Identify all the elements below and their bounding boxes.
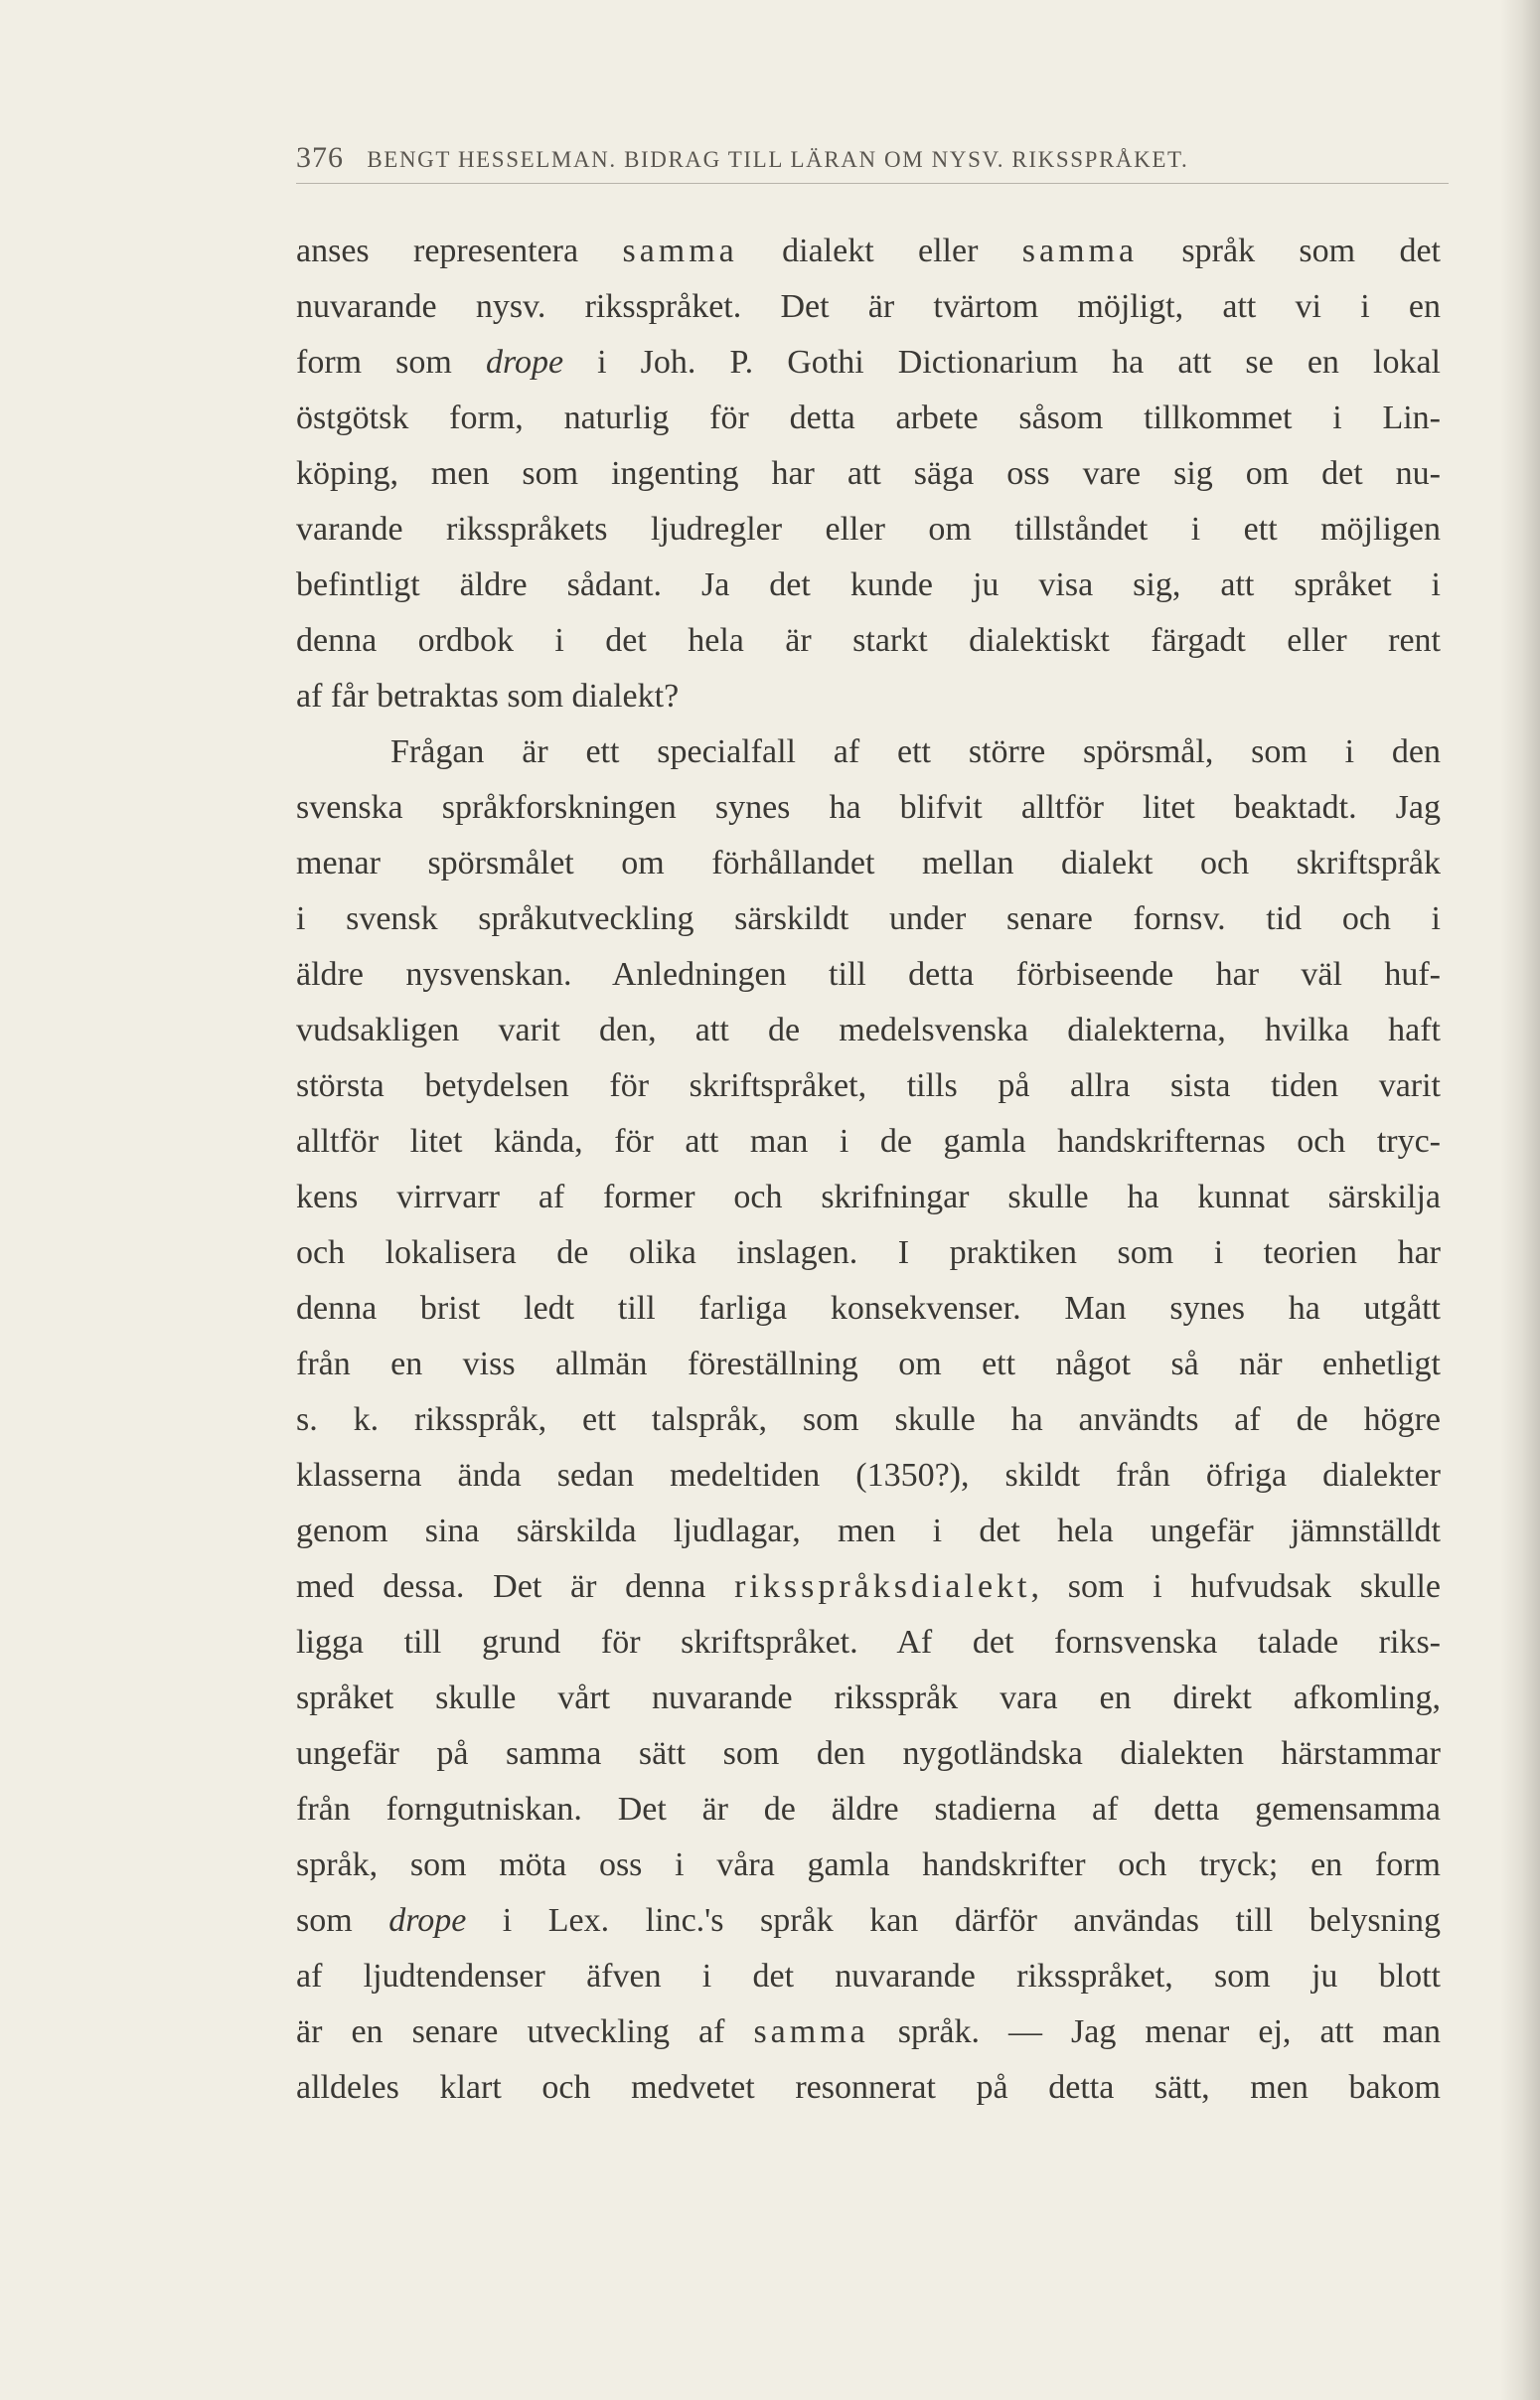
text-segment: och lokalisera de olika inslagen. I praktiken som i teorien har bbox=[296, 1234, 1441, 1271]
text-line bbox=[296, 1726, 1441, 1782]
text-line bbox=[296, 1504, 1441, 1559]
text-line bbox=[296, 558, 1441, 613]
text-line bbox=[296, 1559, 1441, 1615]
text-segment: språket skulle vårt nuvarande riksspråk vara en direkt afkomling, bbox=[296, 1680, 1441, 1716]
text-line bbox=[296, 891, 1441, 947]
text-segment: i svensk språkutveckling särskildt under senare fornsv. tid och i bbox=[296, 900, 1441, 937]
text-line bbox=[296, 947, 1441, 1003]
text-segment: ligga till grund för skriftspråket. Af det fornsvenska talade riks- bbox=[296, 1624, 1441, 1661]
text-line bbox=[296, 1114, 1441, 1170]
text-line bbox=[296, 1782, 1441, 1838]
text-line bbox=[296, 1949, 1441, 2004]
text-segment: största betydelsen för skriftspråket, tills på allra sista tiden varit bbox=[296, 1067, 1441, 1104]
text-line bbox=[296, 1893, 1441, 1949]
text-segment: varande riksspråkets ljudregler eller om tillståndet i ett möjligen bbox=[296, 511, 1441, 548]
text-segment: är en senare utveckling af bbox=[296, 2013, 754, 2050]
text-segment: af får betraktas som dialekt? bbox=[296, 678, 680, 715]
header-rule bbox=[296, 183, 1449, 184]
text-segment: i Lex. linc.'s språk kan därför användas till belysning bbox=[466, 1902, 1441, 1939]
text-line bbox=[296, 1448, 1441, 1504]
text-line bbox=[296, 446, 1441, 502]
text-line bbox=[296, 1225, 1441, 1281]
text-line bbox=[296, 1615, 1441, 1671]
text-segment: som bbox=[296, 1902, 389, 1939]
text-line bbox=[296, 1003, 1441, 1058]
text-segment: denna brist ledt till farliga konsekvenser. Man synes ha utgått bbox=[296, 1290, 1441, 1327]
text-segment: svenska språkforskningen synes ha blifvit alltför litet beaktadt. Jag bbox=[296, 789, 1441, 826]
text-segment: språk. — Jag menar ej, att man bbox=[868, 2013, 1441, 2050]
italic-word: drope bbox=[388, 1902, 467, 1939]
text-line bbox=[296, 224, 1441, 279]
text-segment: nuvarande nysv. riksspråket. Det är tvärtom möjligt, att vi i en bbox=[296, 288, 1441, 325]
text-line bbox=[296, 1838, 1441, 1893]
spaced-emphasis: samma bbox=[622, 233, 738, 269]
spaced-emphasis: riksspråksdialekt bbox=[734, 1568, 1031, 1605]
running-header bbox=[296, 141, 1439, 175]
text-line bbox=[296, 1281, 1441, 1337]
text-segment: kens virrvarr af former och skrifningar skulle ha kunnat särskilja bbox=[296, 1179, 1441, 1215]
text-line bbox=[296, 2060, 1441, 2116]
text-segment: af ljudtendenser äfven i det nuvarande riksspråket, som ju blott bbox=[296, 1958, 1441, 1995]
text-line bbox=[296, 1170, 1441, 1225]
text-line bbox=[296, 836, 1441, 891]
text-segment: ungefär på samma sätt som den nygotländska dialekten härstammar bbox=[296, 1735, 1441, 1772]
text-line bbox=[296, 1392, 1441, 1448]
text-segment: form som bbox=[296, 344, 486, 381]
text-line bbox=[296, 669, 1441, 724]
page-number: 376 bbox=[296, 141, 344, 174]
text-segment: östgötsk form, naturlig för detta arbete såsom tillkommet i Lin- bbox=[296, 400, 1441, 436]
text-line bbox=[296, 724, 1441, 780]
text-line bbox=[296, 1058, 1441, 1114]
text-segment: anses representera bbox=[296, 233, 623, 269]
text-segment: från en viss allmän föreställning om ett något så när enhetligt bbox=[296, 1346, 1441, 1382]
text-line bbox=[296, 279, 1441, 335]
text-line bbox=[296, 502, 1441, 558]
text-segment: genom sina särskilda ljudlagar, men i det hela ungefär jämnställdt bbox=[296, 1513, 1441, 1549]
text-segment: denna ordbok i det hela är starkt dialektiskt färgadt eller rent bbox=[296, 622, 1441, 659]
italic-word: drope bbox=[485, 344, 564, 381]
text-segment: språk, som möta oss i våra gamla handskrifter och tryck; en form bbox=[296, 1846, 1441, 1883]
text-segment: befintligt äldre sådant. Ja det kunde ju visa sig, att språket i bbox=[296, 566, 1441, 603]
spaced-emphasis: samma bbox=[753, 2013, 869, 2050]
text-line bbox=[296, 613, 1441, 669]
text-line bbox=[296, 335, 1441, 391]
text-line bbox=[296, 1671, 1441, 1726]
page-edge-shadow bbox=[1500, 0, 1540, 2400]
text-segment: alldeles klart och medvetet resonnerat på detta sätt, men bakom bbox=[296, 2069, 1441, 2106]
spaced-emphasis: samma bbox=[1021, 233, 1139, 269]
text-segment: med dessa. Det är denna bbox=[296, 1568, 735, 1605]
text-segment: köping, men som ingenting har att säga oss vare sig om det nu- bbox=[296, 455, 1441, 492]
text-segment: dialekt eller bbox=[737, 233, 1022, 269]
text-segment: s. k. riksspråk, ett talspråk, som skulle ha användts af de högre bbox=[296, 1401, 1441, 1438]
text-segment: alltför litet kända, för att man i de gamla handskrifternas och tryc- bbox=[296, 1123, 1441, 1160]
text-segment: , som i hufvudsak skulle bbox=[1030, 1568, 1441, 1605]
text-line bbox=[296, 391, 1441, 446]
text-line bbox=[296, 1337, 1441, 1392]
text-line bbox=[296, 780, 1441, 836]
running-title: BENGT HESSELMAN. BIDRAG TILL LÄRAN OM NYSV. RIKSSPRÅKET. bbox=[367, 147, 1189, 172]
text-segment: från forngutniskan. Det är de äldre stadierna af detta gemensamma bbox=[296, 1791, 1441, 1828]
text-segment: äldre nysvenskan. Anledningen till detta förbiseende har väl huf- bbox=[296, 956, 1441, 993]
text-segment: vudsakligen varit den, att de medelsvenska dialekterna, hvilka haft bbox=[296, 1012, 1441, 1048]
body-text bbox=[296, 224, 1441, 2116]
text-segment: i Joh. P. Gothi Dictionarium ha att se en lokal bbox=[563, 344, 1441, 381]
text-line bbox=[296, 2004, 1441, 2060]
text-segment: klasserna ända sedan medeltiden (1350?), skildt från öfriga dialekter bbox=[296, 1457, 1441, 1494]
text-segment: menar spörsmålet om förhållandet mellan dialekt och skriftspråk bbox=[296, 845, 1441, 881]
text-segment: Frågan är ett specialfall af ett större spörsmål, som i den bbox=[390, 733, 1441, 770]
text-segment: språk som det bbox=[1138, 233, 1442, 269]
